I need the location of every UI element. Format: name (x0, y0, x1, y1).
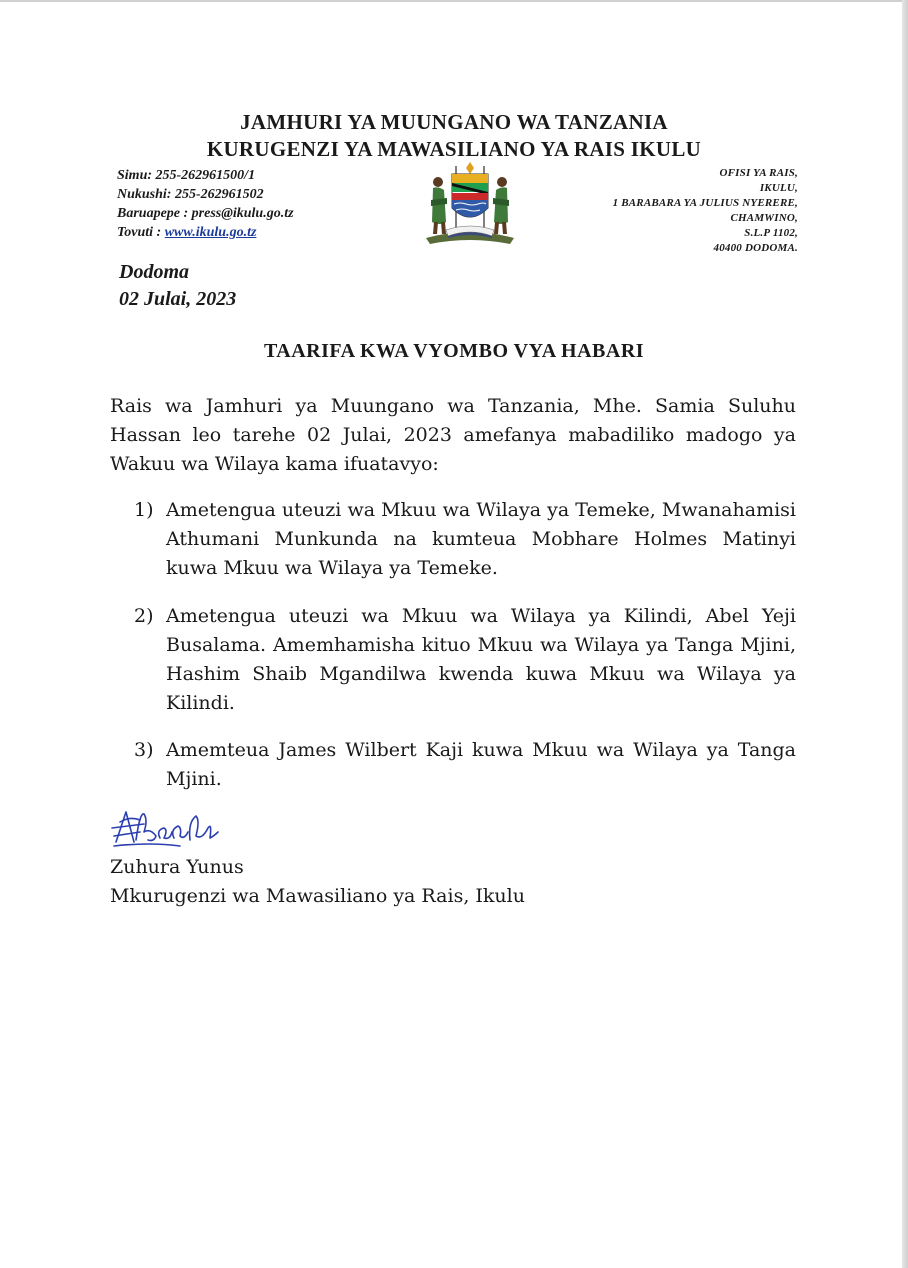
address-line-4: CHAMWINO, (730, 212, 798, 224)
signer-name: Zuhura Yunus (110, 856, 244, 878)
list-item-text: Ametengua uteuzi wa Mkuu wa Wilaya ya Temeke, Mwanahamisi Athumani Munkunda na kumteua Mobhare Holmes Matinyi kuwa Mkuu wa Wilaya ya Temeke. (166, 499, 796, 579)
list-item-text: Amemteua James Wilbert Kaji kuwa Mkuu wa Wilaya ya Tanga Mjini. (166, 739, 796, 790)
list-item-number: 1) (134, 499, 154, 521)
signer-block (110, 853, 525, 911)
signer-position: Mkurugenzi wa Mawasiliano ya Rais, Ikulu (110, 885, 525, 907)
list-item (134, 496, 796, 583)
place-and-date (119, 259, 236, 313)
contact-phone: Simu: 255-262961500/1 (117, 168, 256, 183)
address-line-1: OFISI YA RAIS, (719, 167, 798, 179)
contact-website-label: Tovuti : (117, 225, 165, 240)
date: 02 Julai, 2023 (119, 288, 237, 310)
list-item-number: 2) (134, 605, 154, 627)
tanzania-coat-of-arms-icon (418, 160, 522, 246)
place: Dodoma (119, 261, 189, 283)
header-directorate: KURUGENZI YA MAWASILIANO YA RAIS IKULU (206, 137, 702, 161)
contact-info (117, 166, 294, 242)
address-line-6: 40400 DODOMA. (713, 242, 798, 254)
list-item (134, 736, 796, 794)
list-item-number: 3) (134, 739, 154, 761)
intro-paragraph: Rais wa Jamhuri ya Muungano wa Tanzania, Mhe. Samia Suluhu Hassan leo tarehe 02 Julai, 2023 amefanya mabadiliko madogo ya Wakuu wa Wilaya kama ifuatavyo: (110, 395, 796, 475)
address-line-3: 1 BARABARA YA JULIUS NYERERE, (612, 197, 798, 209)
page-top-edge (0, 0, 908, 2)
contact-email: Baruapepe : press@ikulu.go.tz (117, 206, 294, 221)
contact-fax: Nukushi: 255-262961502 (117, 187, 264, 202)
address-line-2: IKULU, (759, 182, 798, 194)
document-title: TAARIFA KWA VYOMBO VYA HABARI (263, 340, 645, 362)
office-address (613, 166, 798, 256)
list-item-text: Ametengua uteuzi wa Mkuu wa Wilaya ya Kilindi, Abel Yeji Busalama. Amemhamisha kituo Mkuu wa Wilaya ya Tanga Mjini, Hashim Shaib Mgandilwa kwenda kuwa Mkuu wa Wilaya ya Kilindi. (166, 605, 796, 714)
handwritten-signature-icon (110, 802, 230, 858)
page-right-edge (902, 0, 908, 1268)
contact-website-row (117, 223, 294, 242)
header-republic: JAMHURI YA MUUNGANO WA TANZANIA (240, 110, 668, 134)
list-item (134, 602, 796, 718)
address-line-5: S.L.P 1102, (744, 227, 798, 239)
contact-website-link[interactable]: www.ikulu.go.tz (164, 225, 257, 240)
